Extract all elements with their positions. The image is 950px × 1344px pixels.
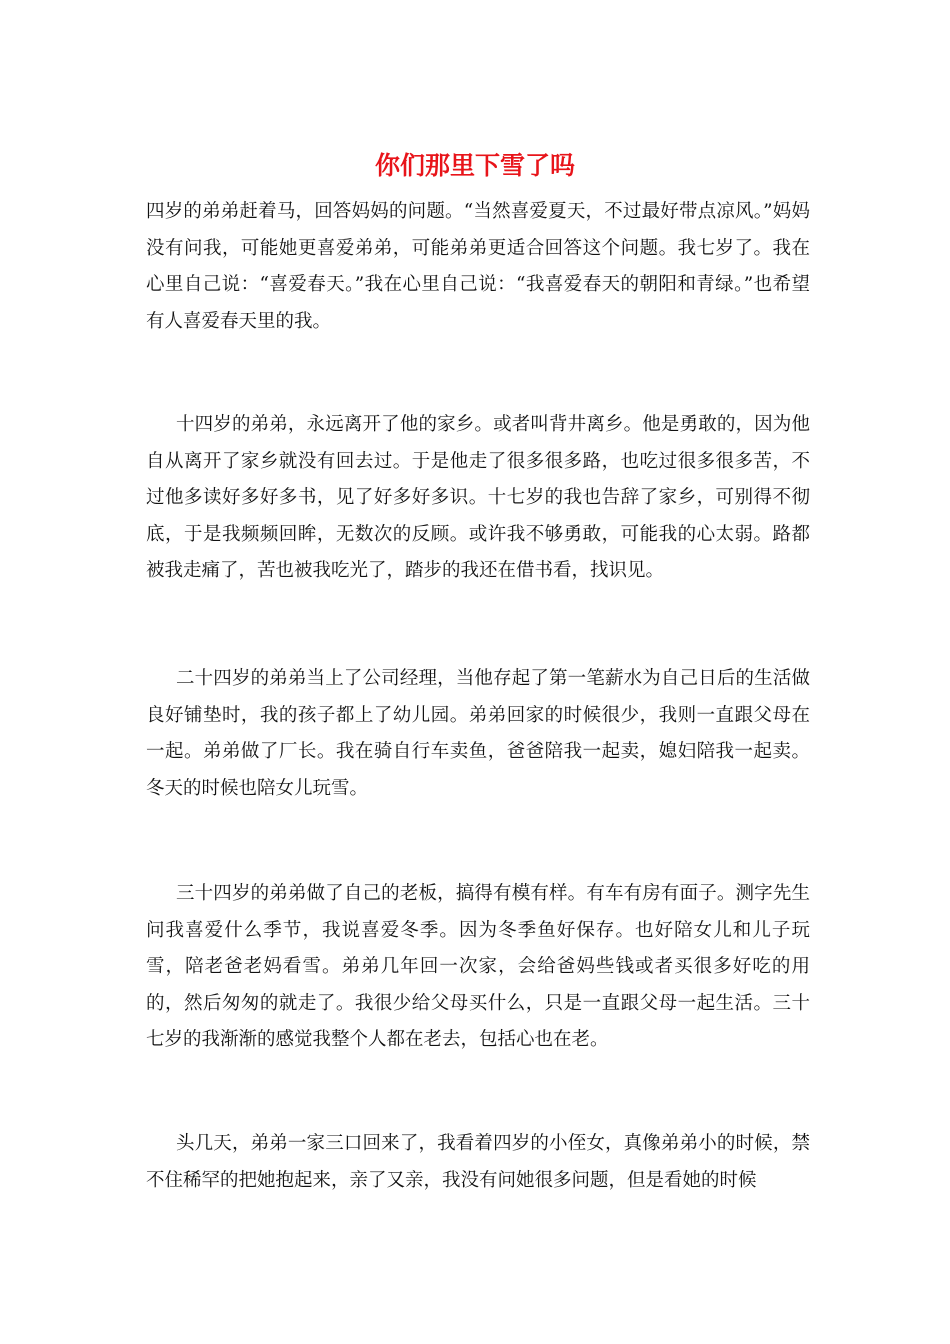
paragraph-3: 二十四岁的弟弟当上了公司经理，当他存起了第一笔薪水为自己日后的生活做良好铺垫时，我的孩子都上了幼儿园。弟弟回家的时候很少，我则一直跟父母在一起。弟弟做了厂长。我在骑自行车卖鱼，爸爸陪我一起卖，媳妇陪我一起卖。冬天的时候也陪女儿玩雪。 <box>146 668 810 799</box>
paragraph-2: 十四岁的弟弟，永远离开了他的家乡。或者叫背井离乡。他是勇敢的，因为他自从离开了家乡就没有回去过。于是他走了很多很多路，也吃过很多很多苦，不过他多读好多好多书，见了好多好多识。十七岁的我也告辞了家乡，可别得不彻底，于是我频频回眸，无数次的反顾。或许我不够勇敢，可能我的心太弱。路都被我走痛了，苦也被我吃光了，踏步的我还在借书看，找识见。 <box>146 414 810 581</box>
paragraph-1: 四岁的弟弟赶着马，回答妈妈的问题。“当然喜爱夏天，不过最好带点凉风。”妈妈没有问我，可能她更喜爱弟弟，可能弟弟更适合回答这个问题。我七岁了。我在心里自己说：“喜爱春天。”我在心里自己说：“我喜爱春天的朝阳和青绿。”也希望有人喜爱春天里的我。 <box>146 201 810 332</box>
paragraph-4: 三十四岁的弟弟做了自己的老板，搞得有模有样。有车有房有面子。测字先生问我喜爱什么季节，我说喜爱冬季。因为冬季鱼好保存。也好陪女儿和儿子玩雪，陪老爸老妈看雪。弟弟几年回一次家，会给爸妈些钱或者买很多好吃的用的，然后匆匆的就走了。我很少给父母买什么，只是一直跟父母一起生活。三十七岁的我渐渐的感觉我整个人都在老去，包括心也在老。 <box>146 883 810 1050</box>
paragraph-5: 头几天，弟弟一家三口回来了，我看着四岁的小侄女，真像弟弟小的时候，禁不住稀罕的把她抱起来，亲了又亲，我没有问她很多问题，但是看她的时候 <box>146 1133 810 1191</box>
document-title: 你们那里下雪了吗 <box>374 151 575 180</box>
